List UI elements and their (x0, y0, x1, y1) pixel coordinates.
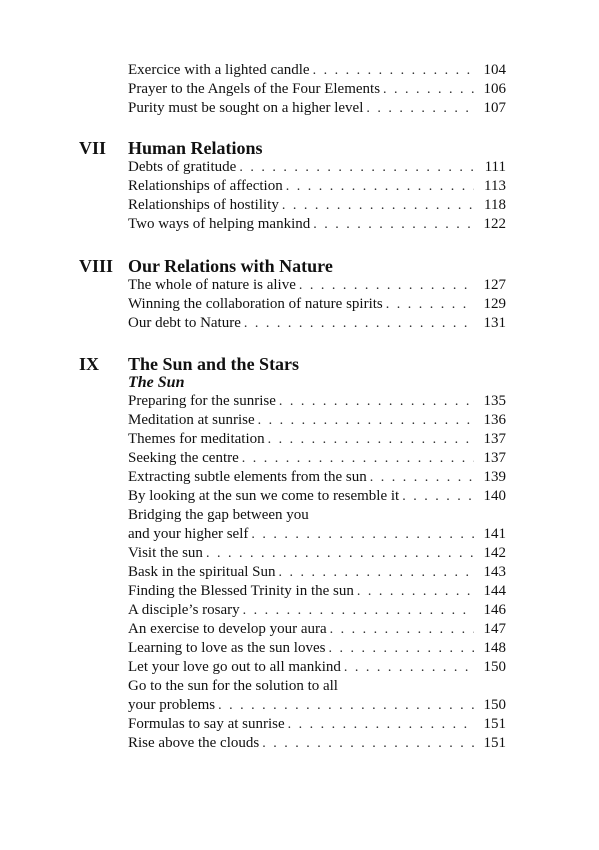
entry-title: Finding the Blessed Trinity in the sun (128, 583, 354, 599)
toc-entry (128, 215, 506, 234)
chapter-numeral: IX (79, 354, 100, 374)
chapter-title: Our Relations with Nature (128, 256, 333, 276)
entry-title: Seeking the centre (128, 450, 239, 466)
entry-title: Rise above the clouds (128, 735, 260, 751)
entry-title: Extracting subtle elements from the sun (128, 469, 367, 485)
entry-page: 136 (483, 412, 506, 428)
toc-entry (128, 544, 506, 563)
entry-page: 139 (483, 469, 506, 485)
toc-entry (128, 411, 506, 430)
entry-title: Formulas to say at sunrise (128, 716, 285, 732)
toc-entry-continued (128, 506, 506, 525)
entry-title: The whole of nature is alive (128, 277, 296, 293)
chapter-entries (128, 276, 506, 333)
entry-page: 143 (483, 564, 506, 580)
dot-leader (268, 430, 474, 449)
toc-entry (128, 620, 506, 639)
chapter-title: Human Relations (128, 138, 263, 158)
dot-leader (251, 525, 474, 544)
toc-entry (128, 61, 506, 80)
entry-page: 148 (483, 640, 506, 656)
toc-entry (128, 582, 506, 601)
entry-title: Go to the sun for the solution to all (128, 678, 338, 694)
toc-entry (128, 276, 506, 295)
toc-entry (128, 487, 506, 506)
entry-title: and your higher self (128, 526, 249, 542)
dot-leader (239, 158, 474, 177)
chapter-entries (128, 373, 506, 753)
entry-title: Winning the collaboration of nature spirits (128, 296, 383, 312)
dot-leader (218, 696, 474, 715)
entry-page: 150 (483, 659, 506, 675)
toc-entry (128, 715, 506, 734)
toc-entry (128, 658, 506, 677)
entry-page: 151 (483, 735, 506, 751)
toc-entry (128, 449, 506, 468)
dot-leader (258, 411, 474, 430)
toc-entry (128, 468, 506, 487)
section-subheading: The Sun (128, 374, 185, 391)
dot-leader (386, 295, 474, 314)
dot-leader (330, 620, 474, 639)
toc-entry (128, 734, 506, 753)
chapter-title: The Sun and the Stars (128, 354, 300, 374)
dot-leader (402, 487, 474, 506)
entry-title: An exercise to develop your aura (128, 621, 327, 637)
entry-title: your problems (128, 697, 216, 713)
toc-entry (128, 158, 506, 177)
entry-title: Let your love go out to all mankind (128, 659, 341, 675)
entry-page: 106 (483, 81, 506, 97)
entry-page: 140 (483, 488, 506, 504)
dot-leader (357, 582, 474, 601)
toc-entry (128, 601, 506, 620)
intro-entries (128, 61, 506, 118)
entry-title: Relationships of hostility (128, 197, 279, 213)
entry-title: Exercice with a lighted candle (128, 62, 310, 78)
entry-title: Purity must be sought on a higher level (128, 100, 364, 116)
entry-page: 104 (483, 62, 506, 78)
dot-leader (262, 734, 474, 753)
chapter-numeral: VII (79, 138, 107, 158)
entry-page: 142 (483, 545, 506, 561)
dot-leader (279, 563, 475, 582)
entry-page: 127 (483, 277, 506, 293)
entry-title: Two ways of helping mankind (128, 216, 311, 232)
toc-entry (128, 99, 506, 118)
dot-leader (286, 177, 474, 196)
toc-entry (128, 525, 506, 544)
toc-entry (128, 196, 506, 215)
entry-page: 118 (484, 197, 506, 213)
dot-leader (344, 658, 474, 677)
entry-title: Preparing for the sunrise (128, 393, 276, 409)
entry-page: 129 (483, 296, 506, 312)
dot-leader (288, 715, 474, 734)
entry-page: 147 (483, 621, 506, 637)
dot-leader (243, 601, 474, 620)
toc-entry (128, 80, 506, 99)
entry-page: 107 (483, 100, 506, 116)
dot-leader (206, 544, 474, 563)
entry-title: A disciple’s rosary (128, 602, 240, 618)
toc-entry (128, 314, 506, 333)
dot-leader (279, 392, 474, 411)
dot-leader (366, 99, 474, 118)
entry-title: Relationships of affection (128, 178, 283, 194)
entry-title: Debts of gratitude (128, 159, 237, 175)
dot-leader (282, 196, 474, 215)
entry-page: 137 (483, 450, 506, 466)
entry-title: Learning to love as the sun loves (128, 640, 326, 656)
dot-leader (313, 215, 474, 234)
toc-entry (128, 430, 506, 449)
entry-title: Meditation at sunrise (128, 412, 255, 428)
entry-page: 150 (483, 697, 506, 713)
entry-title: By looking at the sun we come to resemble it (128, 488, 400, 504)
entry-page: 146 (483, 602, 506, 618)
entry-page: 141 (483, 526, 506, 542)
toc-entry (128, 696, 506, 715)
toc-entry-continued (128, 677, 506, 696)
entry-page: 113 (484, 178, 506, 194)
entry-page: 151 (483, 716, 506, 732)
entry-title: Themes for meditation (128, 431, 265, 447)
dot-leader (242, 449, 474, 468)
entry-title: Visit the sun (128, 545, 203, 561)
dot-leader (370, 468, 474, 487)
toc-entry (128, 563, 506, 582)
entry-page: 122 (483, 216, 506, 232)
dot-leader (383, 80, 474, 99)
toc-entry (128, 639, 506, 658)
chapter-numeral: VIII (79, 256, 114, 276)
entry-page: 111 (484, 159, 506, 175)
chapter-entries (128, 158, 506, 234)
dot-leader (313, 61, 474, 80)
entry-page: 137 (483, 431, 506, 447)
entry-title: Our debt to Nature (128, 315, 241, 331)
entry-page: 135 (483, 393, 506, 409)
entry-title: Bridging the gap between you (128, 507, 309, 523)
entry-title: Prayer to the Angels of the Four Elements (128, 81, 381, 97)
dot-leader (244, 314, 474, 333)
dot-leader (328, 639, 474, 658)
toc-entry (128, 295, 506, 314)
entry-page: 144 (483, 583, 506, 599)
entry-page: 131 (483, 315, 506, 331)
toc-entry (128, 392, 506, 411)
dot-leader (299, 276, 474, 295)
toc-entry (128, 177, 506, 196)
entry-title: Bask in the spiritual Sun (128, 564, 276, 580)
